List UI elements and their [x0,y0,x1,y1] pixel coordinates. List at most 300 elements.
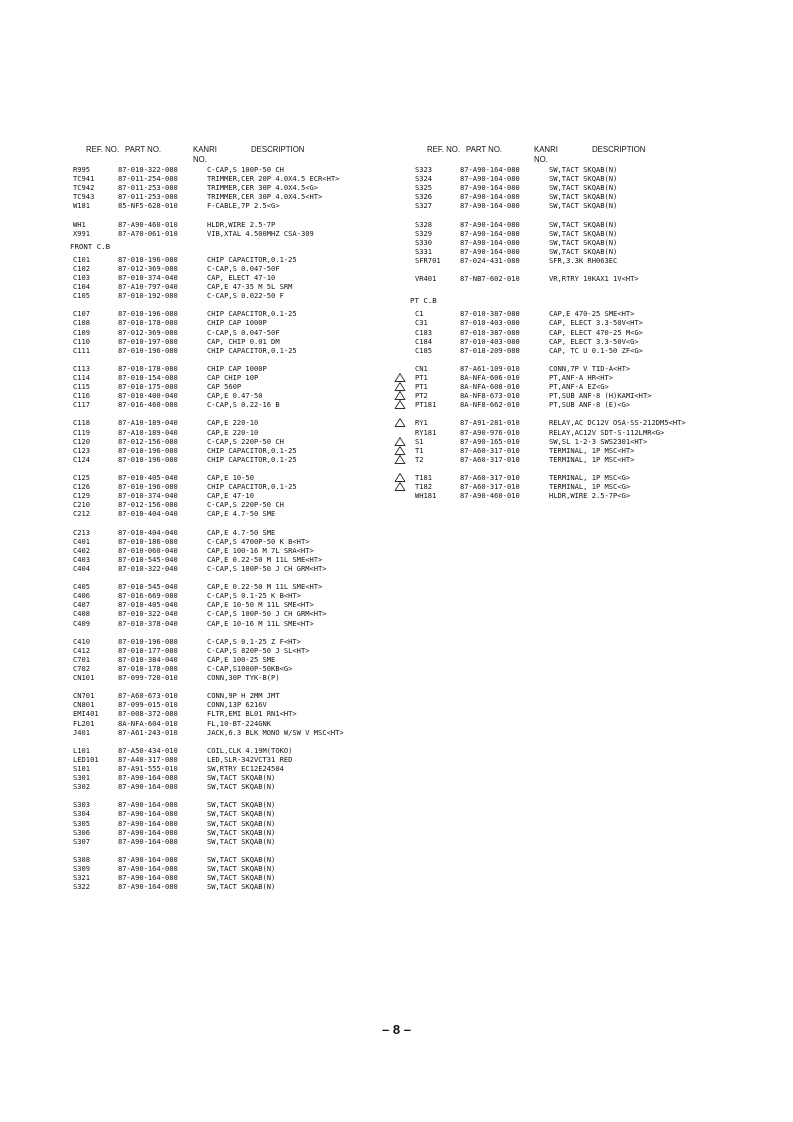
description: C-CAP,S 820P-50 J SL<HT> [207,645,310,655]
part-no: 87-010-192-080 [118,291,178,301]
parts-row [70,819,390,828]
ref-no: S304 [73,809,91,819]
ref-no: C109 [73,327,91,337]
ref-no: C401 [73,536,91,546]
description: CAP,E 0.22-50 M 11L SME<HT> [207,554,323,564]
description: SW,TACT SKQAB(N) [549,183,618,193]
description: CAP,E 100-16 M 7L SRA<HT> [207,545,314,555]
parts-row [410,309,780,318]
part-no: 87-011-253-080 [118,183,178,193]
description: CAP,E 0.47-50 [207,391,263,401]
part-no: 87-010-404-040 [118,527,178,537]
ref-no: SFR701 [415,255,441,265]
parts-row [410,491,780,500]
ref-no: S325 [415,183,433,193]
safety-warning-icon [394,455,406,464]
part-no: 87-A10-189-040 [118,427,178,437]
part-no: 87-010-322-040 [118,563,178,573]
parts-row [70,864,390,873]
description: FL,10-BT-224GNK [207,718,272,728]
part-no: 8A-NF8-673-010 [460,391,520,401]
ref-no: C406 [73,591,91,601]
parts-row [70,183,390,192]
description: SW,TACT SKQAB(N) [207,809,276,819]
safety-warning-icon [394,437,406,446]
parts-row [410,238,780,247]
description: C-CAP,S 0.047-50F [207,263,280,273]
description: JACK,6.3 BLK MONO W/SW V MSC<HT> [207,727,344,737]
part-no: 87-A50-434-010 [118,745,178,755]
safety-warning-icon [394,391,406,400]
ref-no: WH181 [415,491,437,501]
description: SW,TACT SKQAB(N) [549,219,618,229]
ref-no: C31 [415,318,428,328]
parts-row [70,174,390,183]
description: VIB,XTAL 4.500MHZ CSA-309 [207,228,314,238]
column-header [410,141,780,165]
ref-no: C701 [73,654,91,664]
ref-no: C123 [73,445,91,455]
part-no: 87-010-387-080 [460,309,520,319]
parts-row [70,455,390,464]
row-spacer [70,464,390,473]
parts-row [70,555,390,564]
ref-no: S322 [73,882,91,892]
parts-row [410,201,780,210]
ref-no: S324 [415,174,433,184]
row-spacer [70,210,390,219]
ref-no: S306 [73,827,91,837]
parts-row [410,247,780,256]
ref-no: S302 [73,782,91,792]
ref-no: C185 [415,345,433,355]
description: SW,TACT SKQAB(N) [549,201,618,211]
part-no: 87-010-060-040 [118,545,178,555]
part-no: 87-010-196-080 [118,254,178,264]
parts-row [70,691,390,700]
part-no: 87-A10-189-040 [118,418,178,428]
description: CAP, ELECT 47-10 [207,272,276,282]
description: TRIMMER,CER 30P 4.0X4.5<HT> [207,192,323,202]
part-no: 87-A90-164-080 [460,219,520,229]
description: CAP,E 47-35 M 5L SRM [207,282,293,292]
ref-no: C120 [73,436,91,446]
parts-row [70,437,390,446]
ref-no: TC943 [73,192,95,202]
parts-row [70,664,390,673]
safety-warning-icon [394,418,406,427]
description: CONN,30P TYK-B(P) [207,673,280,683]
part-no: 87-010-400-040 [118,391,178,401]
part-no: 87-099-720-010 [118,673,178,683]
parts-row [410,174,780,183]
description: C-CAP,S 0.047-50F [207,327,280,337]
description: F-CABLE,7P 2.5<G> [207,201,280,211]
ref-no: PT1 [415,382,428,392]
parts-row [70,446,390,455]
description: SW,TACT SKQAB(N) [207,836,276,846]
row-spacer [70,518,390,527]
description: C-CAP,S 100P-50 CH [207,165,284,174]
ref-no: T181 [415,473,433,482]
ref-no: CN701 [73,691,95,701]
part-no: 87-A90-460-010 [460,491,520,501]
ref-no: C409 [73,618,91,628]
parts-row [70,391,390,400]
ref-no: L101 [73,745,91,755]
parts-row [410,220,780,229]
part-no: 87-NB7-602-010 [460,274,520,284]
part-no: 8A-NFA-608-010 [460,382,520,392]
part-no: 87-A90-164-080 [118,818,178,828]
description: CAP,E 47-10 [207,491,254,501]
part-no: 87-A90-164-080 [460,246,520,256]
parts-row [70,546,390,555]
column-header [70,141,390,165]
part-no: 87-A90-164-080 [118,836,178,846]
safety-warning-icon [394,382,406,391]
part-no: 87-A90-460-010 [118,219,178,229]
parts-row [70,418,390,427]
ref-no: C412 [73,645,91,655]
ref-no: TC941 [73,174,95,184]
description: CAP, ELECT 3.3-50V<G> [549,336,639,346]
parts-row [70,337,390,346]
ref-no: RY1 [415,418,428,428]
ref-no: C110 [73,336,91,346]
parts-row [410,482,780,491]
description: RELAY,AC DC12V OSA-SS-212DM5<HT> [549,418,686,428]
part-no: 87-A60-317-010 [460,473,520,482]
description: SW,TACT SKQAB(N) [549,165,618,174]
parts-row [410,455,780,464]
description: SW,TACT SKQAB(N) [549,246,618,256]
header-ref-no: REF. NO. [427,144,461,154]
parts-row [410,346,780,355]
parts-row [410,400,780,409]
ref-no: S307 [73,836,91,846]
ref-no: C102 [73,263,91,273]
part-no: 8A-NF8-662-010 [460,400,520,410]
part-no: 87-010-196-080 [118,482,178,492]
parts-row [70,528,390,537]
parts-row [70,728,390,737]
ref-no: C184 [415,336,433,346]
parts-row [70,582,390,591]
part-no: 87-A90-164-080 [118,800,178,810]
row-spacer [70,573,390,582]
ref-no: C101 [73,254,91,264]
ref-no: J401 [73,727,91,737]
parts-row [70,491,390,500]
part-no: 87-A40-317-080 [118,754,178,764]
description: SW,TACT SKQAB(N) [549,237,618,247]
part-no: 87-A90-164-080 [118,873,178,883]
description: CAP, ELECT 470-25 M<G> [549,327,643,337]
description: CAP,E 10-16 M 11L SME<HT> [207,618,314,628]
parts-row [70,509,390,518]
ref-no: C107 [73,309,91,319]
part-no: 87-012-156-080 [118,436,178,446]
description: C-CAP,S 0.1-25 Z F<HT> [207,636,301,646]
row-spacer [70,300,390,309]
description: CAP,E 220-10 [207,418,259,428]
ref-no: C118 [73,418,91,428]
ref-no: PT1 [415,372,428,382]
ref-no: FL201 [73,718,95,728]
parts-row [70,165,390,174]
ref-no: C183 [415,327,433,337]
description: C-CAP,S 220P-50 CH [207,500,284,510]
parts-row [70,400,390,409]
ref-no: T2 [415,454,424,464]
parts-row [70,673,390,682]
description: SW,TACT SKQAB(N) [207,873,276,883]
description: SW,RTRY EC12E24504 [207,764,284,773]
part-no: 87-A91-281-010 [460,418,520,428]
description: PT,SUB ANF-8 (H)KAMI<HT> [549,391,652,401]
part-no: 87-A90-164-080 [118,773,178,783]
part-no: 87-016-460-080 [118,400,178,410]
part-no: 87-A60-317-010 [460,445,520,455]
parts-row [70,855,390,864]
header-description: DESCRIPTION [592,144,646,154]
part-no: 87-010-196-080 [118,345,178,355]
description: CONN,9P H 2MM JMT [207,691,280,701]
description: CAP,E 100-25 SME [207,654,276,664]
parts-row [410,364,780,373]
description: TERMINAL, 1P MSC<G> [549,482,631,492]
parts-row [70,746,390,755]
ref-no: C1 [415,309,424,319]
ref-no: C108 [73,318,91,328]
parts-row [410,446,780,455]
ref-no: S309 [73,864,91,874]
parts-row [410,183,780,192]
part-no: 87-010-403-080 [460,318,520,328]
part-no: 87-010-196-080 [118,454,178,464]
row-spacer [70,682,390,691]
parts-row [70,382,390,391]
parts-row [70,428,390,437]
description: PT,ANF-A HR<HT> [549,372,614,382]
ref-no: S329 [415,228,433,238]
parts-row [410,373,780,382]
part-no: 87-010-196-080 [118,445,178,455]
description: SW,TACT SKQAB(N) [549,192,618,202]
parts-row [70,637,390,646]
ref-no: C210 [73,500,91,510]
ref-no: C702 [73,663,91,673]
parts-row [410,418,780,427]
part-no: 87-010-322-040 [118,609,178,619]
description: CAP,E 10-50 M 11L SME<HT> [207,600,314,610]
part-no: 87-024-431-080 [460,255,520,265]
description: SW,SL 1-2-3 SWS2301<HT> [549,436,648,446]
ref-no: W181 [73,201,91,211]
row-spacer [410,464,780,473]
description: CAP, CHIP 0.01 DM [207,336,280,346]
part-no: 87-A90-164-080 [460,237,520,247]
header-ref-no: REF. NO. [86,144,120,154]
description: C-CAP,S 100P-50 J CH GRM<HT> [207,563,327,573]
description: C-CAP,S 100P-50 J CH GRM<HT> [207,609,327,619]
description: CHIP CAPACITOR,0.1-25 [207,309,297,319]
ref-no: C117 [73,400,91,410]
part-no: 87-A90-164-080 [118,809,178,819]
description: CHIP CAPACITOR,0.1-25 [207,345,297,355]
description: CHIP CAPACITOR,0.1-25 [207,254,297,264]
part-no: 87-A61-109-010 [460,363,520,373]
page-number: – 8 – [382,1022,411,1037]
parts-column-right [410,141,780,500]
parts-row [70,882,390,891]
ref-no: C114 [73,372,91,382]
description: CAP,E 0.22-50 M 11L SME<HT> [207,582,323,592]
parts-row [70,346,390,355]
description: HLDR,WIRE 2.5-7P [207,219,276,229]
ref-no: C402 [73,545,91,555]
part-no: 87-A61-243-010 [118,727,178,737]
description: CAP, ELECT 3.3-50V<HT> [549,318,643,328]
parts-row [70,201,390,210]
description: VR,RTRY 10KAX1 1V<HT> [549,274,639,284]
part-no: 87-018-209-080 [460,345,520,355]
ref-no: C212 [73,509,91,519]
description: RELAY,AC12V SDT-S-112LMR<G> [549,427,665,437]
ref-no: S303 [73,800,91,810]
part-no: 87-010-403-080 [460,336,520,346]
parts-row [70,828,390,837]
description: C-CAP,S1000P-50KB<G> [207,663,293,673]
part-no: 87-A90-976-010 [460,427,520,437]
part-no: 87-012-156-080 [118,500,178,510]
description: CAP,E 4.7-50 SME [207,509,276,519]
part-no: 87-A90-164-080 [460,174,520,184]
description: SW,TACT SKQAB(N) [207,864,276,874]
parts-row [410,428,780,437]
part-no: 87-010-387-080 [460,327,520,337]
description: TERMINAL, 1P MSC<HT> [549,445,635,455]
ref-no: C105 [73,291,91,301]
parts-row [410,192,780,201]
parts-row [70,291,390,300]
ref-no: C115 [73,382,91,392]
part-no: 87-012-369-080 [118,327,178,337]
ref-no: S321 [73,873,91,883]
safety-warning-icon [394,446,406,455]
parts-row [70,619,390,628]
part-no: 87-016-669-080 [118,591,178,601]
description: C-CAP,S 4700P-50 K B<HT> [207,536,310,546]
parts-row [70,537,390,546]
ref-no: T1 [415,445,424,455]
parts-row [70,773,390,782]
ref-no: C104 [73,282,91,292]
ref-no: X991 [73,228,91,238]
ref-no: TC942 [73,183,95,193]
header-kanri-no: KANRI NO. [193,144,217,164]
row-spacer [70,409,390,418]
parts-row [70,373,390,382]
row-spacer [70,737,390,746]
parts-row [410,274,780,283]
part-no: 87-010-384-040 [118,654,178,664]
parts-row [410,382,780,391]
safety-warning-icon [394,400,406,409]
description: SW,TACT SKQAB(N) [207,800,276,810]
part-no: 87-A60-317-010 [460,454,520,464]
row-spacer [410,283,780,292]
description: PT,ANF-A EZ<G> [549,382,609,392]
part-no: 87-010-196-080 [118,636,178,646]
part-no: 87-A90-164-080 [118,882,178,892]
ref-no: CN101 [73,673,95,683]
description: CONN,13P 6216V [207,700,267,710]
parts-row [410,165,780,174]
part-no: 87-010-178-080 [118,363,178,373]
description: FLTR,EMI BL01 RN1<HT> [207,709,297,719]
ref-no: S1 [415,436,424,446]
parts-row [70,655,390,664]
ref-no: C408 [73,609,91,619]
description: PT,SUB ANF-8 (E)<G> [549,400,631,410]
parts-row [70,229,390,238]
part-no: 8A-NFA-604-010 [118,718,178,728]
part-no: 87-010-545-040 [118,554,178,564]
ref-no: S301 [73,773,91,783]
ref-no: EMI401 [73,709,99,719]
ref-no: S101 [73,764,91,773]
row-spacer [70,355,390,364]
parts-row [70,220,390,229]
row-spacer [410,409,780,418]
part-no: 87-A90-164-080 [460,165,520,174]
parts-row [410,229,780,238]
description: CAP,E 220-10 [207,427,259,437]
section-heading: PT C.B [410,296,437,306]
description: SW,TACT SKQAB(N) [549,174,618,184]
header-description: DESCRIPTION [251,144,305,154]
ref-no: C125 [73,473,91,482]
ref-no: RY181 [415,427,437,437]
description: CONN,7P V TID-A<HT> [549,363,631,373]
ref-no: LED101 [73,754,99,764]
row-spacer [70,791,390,800]
ref-no: C113 [73,363,91,373]
description: SW,TACT SKQAB(N) [207,882,276,892]
description: COIL,CLK 4.19M(TOKO) [207,745,293,755]
parts-row [70,800,390,809]
rows-right [410,165,780,500]
ref-no: CN1 [415,363,428,373]
description: TRIMMER,CER 30P 4.0X4.5<G> [207,183,319,193]
part-no: 87-010-177-080 [118,645,178,655]
ref-no: VR401 [415,274,437,284]
parts-row [70,873,390,882]
part-no: 87-A90-164-080 [118,827,178,837]
header-kanri-no: KANRI NO. [534,144,558,164]
parts-row [70,255,390,264]
part-no: 87-010-374-040 [118,272,178,282]
part-no: 87-A90-164-080 [460,183,520,193]
ref-no: CN801 [73,700,95,710]
row-spacer [410,265,780,274]
rows-left [70,165,390,891]
part-no: 87-011-254-080 [118,174,178,184]
ref-no: PT181 [415,400,437,410]
description: SW,TACT SKQAB(N) [549,228,618,238]
